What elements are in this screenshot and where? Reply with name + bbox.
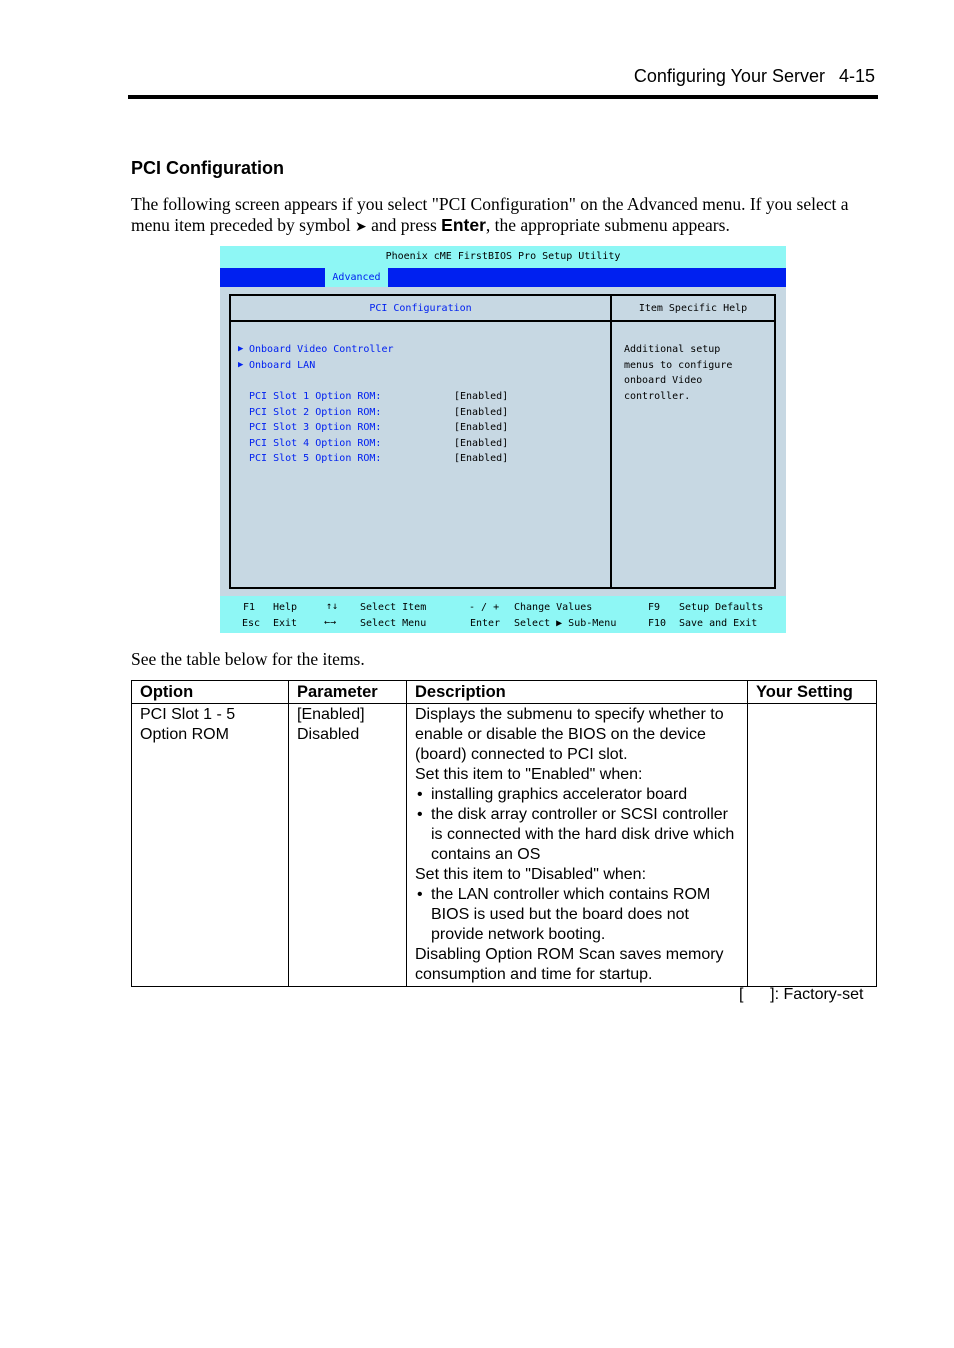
enter-key: Enter (441, 215, 486, 235)
factory-set-note: [ ]: Factory-set (739, 986, 864, 1003)
column-header-your-setting: Your Setting (748, 681, 877, 704)
setting-pci-slot-3-label[interactable]: PCI Slot 3 Option ROM: (249, 422, 382, 433)
submenu-onboard-video[interactable]: Onboard Video Controller (249, 344, 394, 355)
setting-pci-slot-2-label[interactable]: PCI Slot 2 Option ROM: (249, 407, 382, 418)
tab-advanced[interactable]: Advanced (325, 268, 388, 287)
setting-pci-slot-4-label[interactable]: PCI Slot 4 Option ROM: (249, 438, 382, 449)
disabled-bullet-list (415, 885, 739, 945)
key-minus-plus: - / + (469, 602, 500, 613)
option-name-cont: Option ROM (140, 726, 229, 743)
help-line: Additional setup (624, 344, 721, 355)
key-setup-defaults-label: Setup Defaults (679, 602, 764, 613)
running-header (620, 66, 875, 87)
key-select-item-label: Select Item (360, 602, 427, 613)
page-number: 4-15 (838, 66, 875, 86)
list-item: • the LAN controller which contains ROM BIOS is used but the board does not provide network booting. (415, 885, 739, 945)
key-select-submenu-label: Select ▶ Sub-Menu (514, 618, 617, 629)
description-cell (407, 704, 748, 987)
parameter-default: [Enabled] (297, 706, 365, 723)
option-name: PCI Slot 1 - 5 (140, 706, 236, 723)
chapter-title: Configuring Your Server (633, 66, 825, 86)
panel-divider (610, 296, 612, 587)
bios-screen (220, 246, 786, 633)
key-save-exit-label: Save and Exit (679, 618, 758, 629)
arrow-symbol-icon: ➤ (355, 220, 367, 235)
header-rule (128, 95, 878, 99)
bios-panel-frame (229, 294, 776, 589)
table-header-row (132, 681, 877, 704)
setting-pci-slot-2-value[interactable]: [Enabled] (454, 407, 509, 418)
intro-text-3: , the appropriate submenu appears. (485, 215, 730, 235)
setting-pci-slot-1-value[interactable]: [Enabled] (454, 391, 509, 402)
help-line: menus to configure (624, 360, 733, 371)
list-item: • installing graphics accelerator board (415, 785, 739, 805)
enabled-bullet-list (415, 785, 739, 865)
intro-text-1: The following screen appears if you select "PCI Configuration" on the Advanced menu. If you select a menu item preceded by symbol (131, 194, 849, 235)
disabled-when-text: Set this item to "Disabled" when: (415, 866, 647, 883)
setting-pci-slot-5-value[interactable]: [Enabled] (454, 453, 509, 464)
bios-menubar (220, 268, 786, 287)
help-title: Item Specific Help (638, 303, 748, 314)
panel-title: PCI Configuration (369, 303, 472, 314)
setting-pci-slot-3-value[interactable]: [Enabled] (454, 422, 509, 433)
setting-pci-slot-1-label[interactable]: PCI Slot 1 Option ROM: (249, 391, 382, 402)
bios-title: Phoenix cME FirstBIOS Pro Setup Utility (220, 246, 786, 268)
section-title: PCI Configuration (131, 158, 284, 178)
column-header-parameter: Parameter (289, 681, 407, 704)
column-header-description: Description (407, 681, 748, 704)
bios-key-legend (220, 596, 786, 633)
parameter-cell (289, 704, 407, 987)
your-setting-cell[interactable] (748, 704, 877, 987)
submenu-arrow-icon: ▶ (238, 360, 244, 370)
column-header-option: Option (132, 681, 289, 704)
enabled-when-text: Set this item to "Enabled" when: (415, 766, 643, 783)
key-f9: F9 (648, 602, 661, 613)
key-f10: F10 (648, 618, 667, 629)
parameter-alt: Disabled (297, 726, 360, 743)
updown-arrows-icon: ↑↓ (326, 601, 339, 612)
submenu-arrow-icon: ▶ (238, 344, 244, 354)
options-table (131, 680, 877, 987)
key-help-label: Help (273, 602, 298, 613)
leftright-arrows-icon: ←→ (324, 617, 337, 628)
intro-text-2: and press (371, 215, 437, 235)
submenu-onboard-lan[interactable]: Onboard LAN (249, 360, 316, 371)
list-item: • the disk array controller or SCSI controller is connected with the hard disk drive which contains an OS (415, 805, 739, 865)
key-exit-label: Exit (273, 618, 298, 629)
table-row (132, 704, 877, 987)
description-outro: Disabling Option ROM Scan saves memory consumption and time for startup. (415, 946, 724, 983)
setting-pci-slot-5-label[interactable]: PCI Slot 5 Option ROM: (249, 453, 382, 464)
key-f1: F1 (243, 602, 256, 613)
option-cell (132, 704, 289, 987)
see-table-text: See the table below for the items. (131, 649, 365, 669)
key-change-values-label: Change Values (514, 602, 593, 613)
help-line: onboard Video (624, 375, 703, 386)
setting-pci-slot-4-value[interactable]: [Enabled] (454, 438, 509, 449)
key-select-menu-label: Select Menu (360, 618, 427, 629)
key-enter: Enter (470, 618, 501, 629)
key-esc: Esc (242, 618, 261, 629)
help-line: controller. (624, 391, 691, 402)
panel-header-rule (231, 320, 774, 322)
description-intro: Displays the submenu to specify whether to enable or disable the BIOS on the device (board) connected to PCI slot. (415, 706, 724, 763)
intro-paragraph (131, 194, 851, 238)
